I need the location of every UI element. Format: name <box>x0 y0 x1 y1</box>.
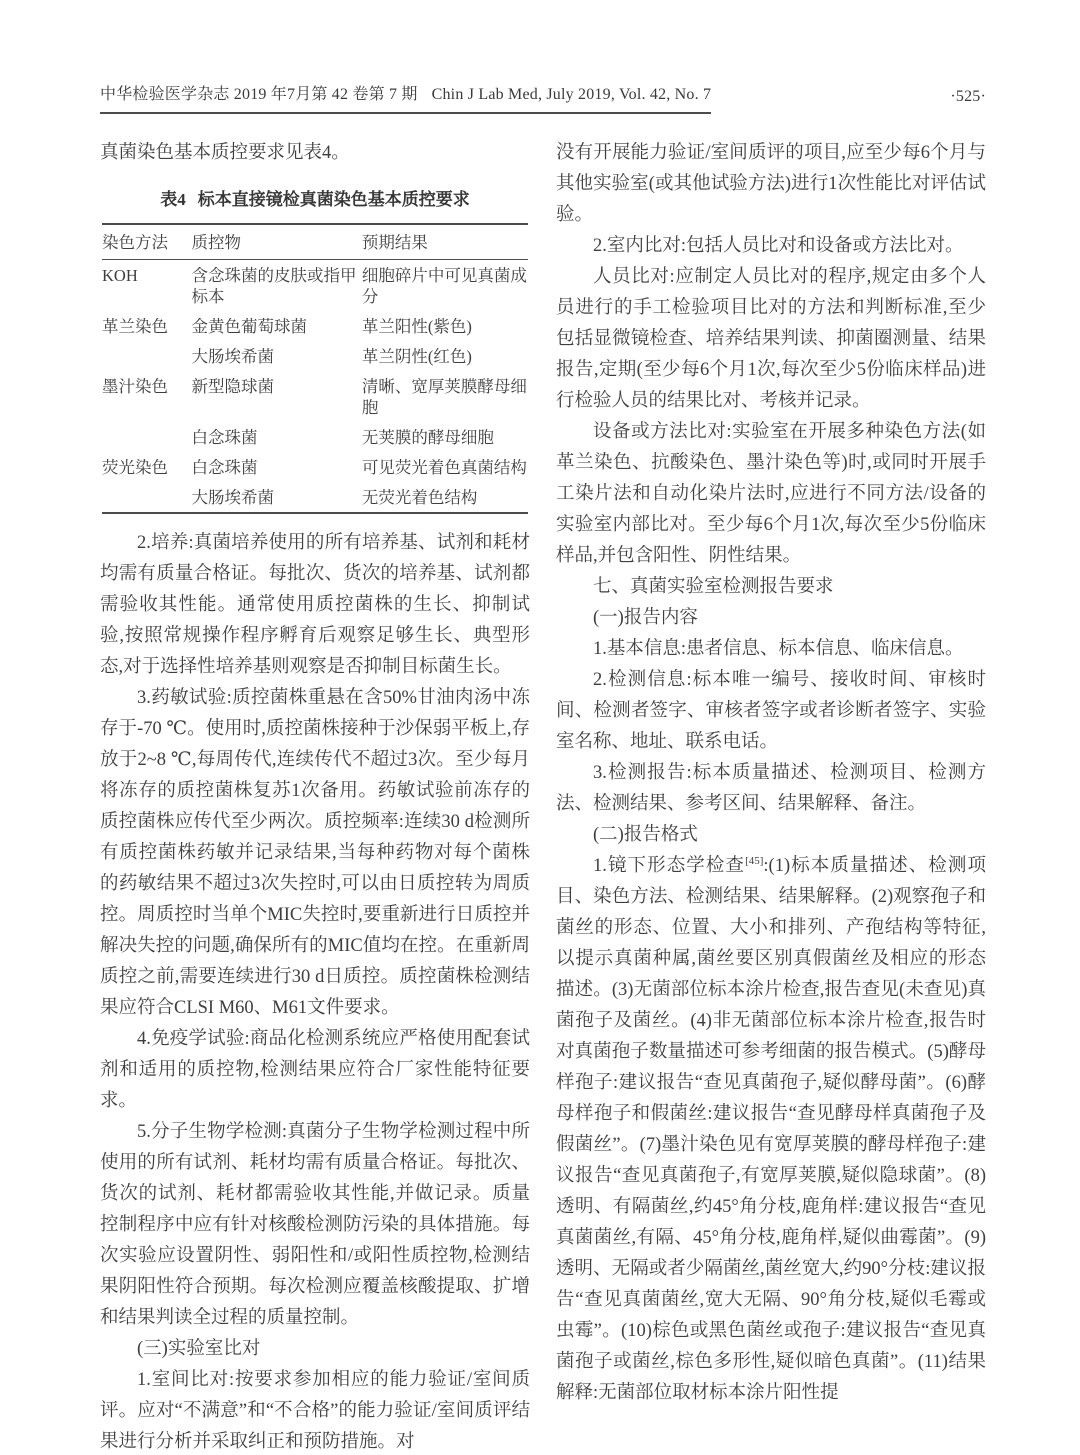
table-cell <box>102 482 191 513</box>
table-cell: KOH <box>102 265 138 285</box>
journal-title-en: Chin J Lab Med, July 2019, Vol. 42, No. 7 <box>431 86 712 103</box>
table-cell <box>102 422 191 452</box>
citation-reference: [45] <box>745 854 764 867</box>
paragraph: (三)实验室比对 <box>137 1339 261 1359</box>
qc-requirements-table <box>102 223 528 514</box>
paragraph: (二)报告格式 <box>593 825 698 845</box>
left-paragraphs <box>100 528 530 1455</box>
table-cell: 细胞碎片中可见真菌成分 <box>361 265 527 306</box>
table-column-header: 染色方法 <box>102 224 191 260</box>
table-cell: 大肠埃希菌 <box>191 487 274 507</box>
table-cell <box>102 341 191 371</box>
paragraph: 没有开展能力验证/室间质评的项目,应至少每6个月与其他实验室(或其他试验方法)进行1次性能比对评估试验。 <box>556 143 986 225</box>
table-caption <box>102 189 528 211</box>
paragraph: 人员比对:应制定人员比对的程序,规定由多个人员进行的手工检验项目比对的方法和判断标准,至少包括显微镜检查、培养结果判读、抑菌圈测量、结果报告,定期(至少每6个月1次,每次至少5份临床样品)进行检验人员的结果比对、考核并记录。 <box>556 267 986 411</box>
paragraph: 4.免疫学试验:商品化检测系统应严格使用配套试剂和适用的质控物,检测结果应符合厂家性能特征要求。 <box>100 1029 530 1111</box>
table-cell: 新型隐球菌 <box>191 376 274 396</box>
paragraph: 1.镜下形态学检查[45]:(1)标本质量描述、检测项目、染色方法、检测结果、结果解释。(2)观察孢子和菌丝的形态、位置、大小和排列、产孢结构等特征,以提示真菌种属,菌丝要区别真假菌丝及相应的形态描述。(3)无菌部位标本涂片检查,报告查见(未查见)真菌孢子及菌丝。(4)非无菌部位标本涂片检查,报告时对真菌孢子数量描述可参考细菌的报告模式。(5)酵母样孢子:建议报告“查见真菌孢子,疑似酵母菌”。(6)酵母样孢子和假菌丝:建议报告“查见酵母样真菌孢子及假菌丝”。(7)墨汁染色见有宽厚荚膜的酵母样孢子:建议报告“查见真菌孢子,有宽厚荚膜,疑似隐球菌”。(8)透明、有隔菌丝,约45°角分枝,鹿角样:建议报告“查见真菌菌丝,有隔、45°角分枝,鹿角样,疑似曲霉菌”。(9)透明、无隔或者少隔菌丝,菌丝宽大,约90°分枝:建议报告“查见真菌菌丝,宽大无隔、90°角分枝,疑似毛霉或虫霉”。(10)棕色或黑色菌丝或孢子:建议报告“查见真菌孢子或菌丝,棕色多形性,疑似暗色真菌”。(11)结果解释:无菌部位取材标本涂片阳性提 <box>556 854 986 1403</box>
table-cell: 可见荧光着色真菌结构 <box>361 457 527 477</box>
table-cell: 清晰、宽厚荚膜酵母细胞 <box>361 376 527 417</box>
table-cell: 白念珠菌 <box>191 427 258 447</box>
two-column-body <box>0 114 1080 1455</box>
right-column <box>556 138 986 1455</box>
table-row <box>102 371 528 422</box>
table-cell: 荧光染色 <box>102 457 168 477</box>
intro-paragraph: 真菌染色基本质控要求见表4。 <box>100 143 350 163</box>
journal-title-cn: 中华检验医学杂志 2019 年7月第 42 卷第 7 期 <box>100 86 418 103</box>
table-column-header: 质控物 <box>191 224 361 260</box>
table-cell: 含念珠菌的皮肤或指甲标本 <box>191 265 357 306</box>
table-cell: 无荧光着色结构 <box>361 487 478 507</box>
paragraph: 5.分子生物学检测:真菌分子生物学检测过程中所使用的所有试剂、耗材均需有质量合格证。每批次、货次的试剂、耗材都需验收其性能,并做记录。质量控制程序中应有针对核酸检测防污染的具体措施。每次实验应设置阴性、弱阳性和/或阳性质控物,检测结果阴阳性符合预期。每次检测应覆盖核酸提取、扩增和结果判读全过程的质量控制。 <box>100 1122 530 1328</box>
qc-table-header-row <box>102 224 528 260</box>
table-column-header: 预期结果 <box>362 224 528 260</box>
table-cell: 白念珠菌 <box>191 457 258 477</box>
table-row <box>102 260 528 312</box>
paragraph: 3.检测报告:标本质量描述、检测项目、检测方法、检测结果、参考区间、结果解释、备注。 <box>556 763 986 814</box>
table-cell: 金黄色葡萄球菌 <box>191 316 307 336</box>
table-cell: 革兰阳性(紫色) <box>361 316 472 336</box>
table-caption-title: 标本直接镜检真菌染色基本质控要求 <box>197 190 470 209</box>
right-paragraphs <box>556 138 986 1409</box>
table-cell: 革兰阴性(红色) <box>361 346 472 366</box>
table-caption-label: 表4 <box>160 190 186 209</box>
paragraph: 设备或方法比对:实验室在开展多种染色方法(如革兰染色、抗酸染色、墨汁染色等)时,或同时开展手工染片法和自动化染片法时,应进行不同方法/设备的实验室内部比对。至少每6个月1次,每次至少5份临床样品,并包含阳性、阴性结果。 <box>556 422 986 566</box>
paragraph: 2.室内比对:包括人员比对和设备或方法比对。 <box>593 236 964 256</box>
qc-table-body <box>102 260 528 514</box>
left-column <box>100 138 530 1455</box>
paragraph: 2.检测信息:标本唯一编号、接收时间、审核时间、检测者签字、审核者签字或者诊断者签字、实验室名称、地址、联系电话。 <box>556 670 986 752</box>
table-4-block <box>102 189 528 514</box>
page-header <box>100 0 986 114</box>
table-row <box>102 311 528 341</box>
table-row <box>102 452 528 482</box>
table-cell: 大肠埃希菌 <box>191 346 274 366</box>
table-row <box>102 482 528 513</box>
table-cell: 无荚膜的酵母细胞 <box>361 427 494 447</box>
table-row <box>102 422 528 452</box>
paragraph: (一)报告内容 <box>593 608 698 628</box>
table-cell: 革兰染色 <box>102 316 168 336</box>
paragraph: 3.药敏试验:质控菌株重悬在含50%甘油肉汤中冻存于-70 ℃。使用时,质控菌株接种于沙保弱平板上,存放于2~8 ℃,每周传代,连续传代不超过3次。至少每月将冻存的质控菌株复苏1次备用。药敏试验前冻存的质控菌株应传代至少两次。质控频率:连续30 d检测所有质控菌株药敏并记录结果,当每种药物对每个菌株的药敏结果不超过3次失控时,可以由日质控转为周质控。周质控时当单个MIC失控时,要重新进行日质控并解决失控的问题,确保所有的MIC值均在控。在重新周质控之前,需要连续进行30 d日质控。质控菌株检测结果应符合CLSI M60、M61文件要求。 <box>100 688 530 1018</box>
paragraph: 1.基本信息:患者信息、标本信息、临床信息。 <box>593 639 964 659</box>
paragraph: 七、真菌实验室检测报告要求 <box>593 577 834 597</box>
paragraph: 2.培养:真菌培养使用的所有培养基、试剂和耗材均需有质量合格证。每批次、货次的培养基、试剂都需验收其性能。通常使用质控菌株的生长、抑制试验,按照常规操作程序孵育后观察足够生长、典型形态,对于选择性培养基则观察是否抑制目标菌生长。 <box>100 533 530 677</box>
journal-title-line <box>100 84 711 114</box>
table-cell: 墨汁染色 <box>102 376 168 396</box>
page-number: ·525· <box>950 88 986 105</box>
table-row <box>102 341 528 371</box>
paragraph: 1.室间比对:按要求参加相应的能力验证/室间质评。应对“不满意”和“不合格”的能力验证/室间质评结果进行分析并采取纠正和预防措施。对 <box>100 1370 530 1452</box>
